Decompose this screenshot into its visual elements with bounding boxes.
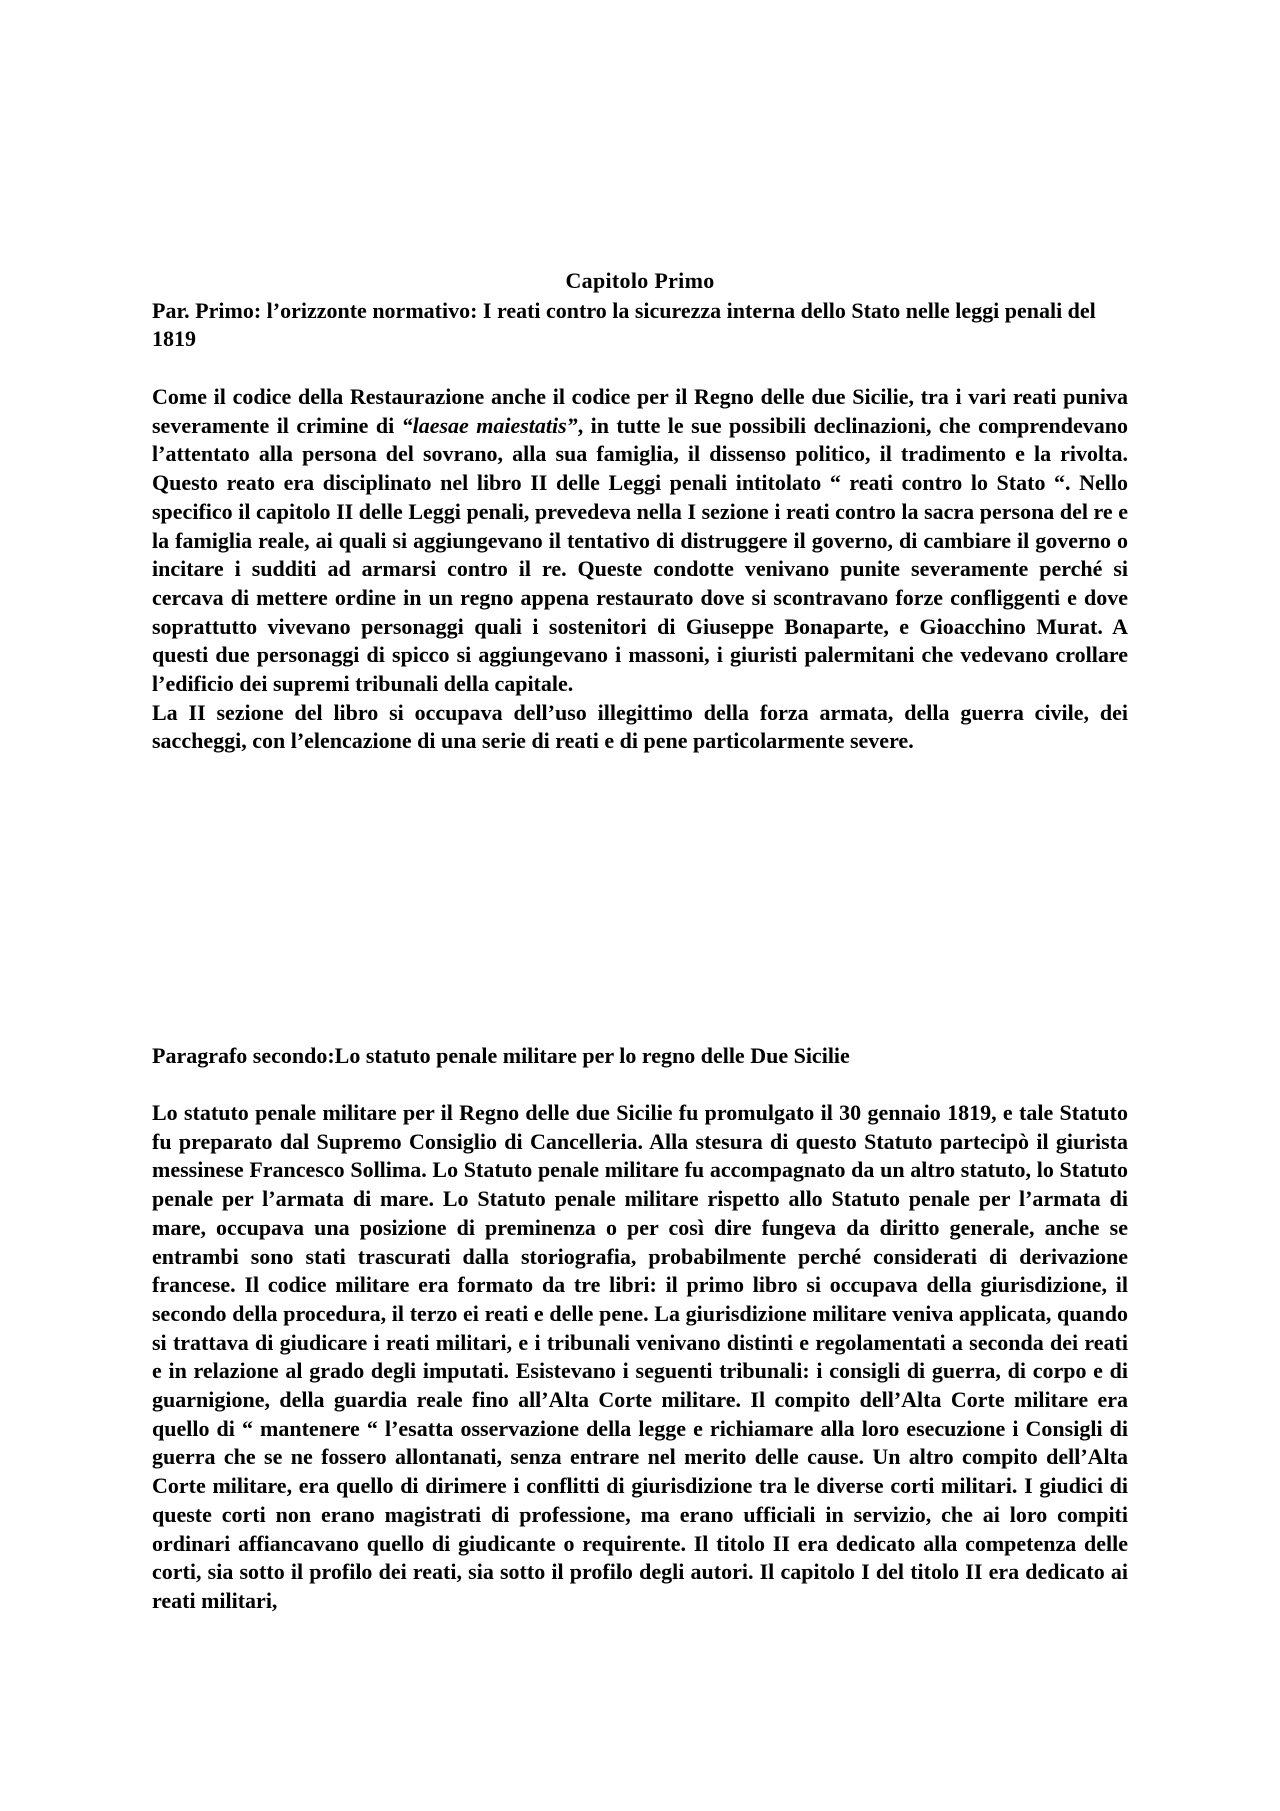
- section-one-heading: Par. Primo: l’orizzonte normativo: I reati contro la sicurezza interna dello Stato nelle leggi penali del 1819: [152, 298, 1096, 351]
- section-one-paragraph-1-rest: , in tutte le sue possibili declinazioni, che comprendevano l’attentato alla persona del sovrano, alla sua famiglia, il dissenso politico, il tradimento e la rivolta. Questo reato era disciplinato nel libro II delle Leggi penali intitolato “ reati contro lo Stato “. Nello specifico il capitolo II delle Leggi penali, prevedeva nella I sezione i reati contro la sacra persona del re e la famiglia reale, ai quali si aggiungevano il tentativo di distruggere il governo, di cambiare il governo o incitare i sudditi ad armarsi contro il re. Queste condotte venivano punite severamente perché si cercava di mettere ordine in un regno appena restaurato dove si scontravano forze confliggenti e dove soprattutto vivevano personaggi quali i sostenitori di Giuseppe Bonaparte, e Gioacchino Murat. A questi due personaggi di spicco si aggiungevano i massoni, i giuristi palermitani che vedevano crollare l’edificio dei supremi tribunali della capitale.: [152, 412, 1128, 697]
- section-one-body: [152, 383, 1128, 756]
- section-two-paragraph-1: Lo statuto penale militare per il Regno delle due Sicilie fu promulgato il 30 gennaio 1819, e tale Statuto fu preparato dal Supremo Consiglio di Cancelleria. Alla stesura di questo Statuto partecipò il giurista messinese Francesco Sollima. Lo Statuto penale militare fu accompagnato da un altro statuto, lo Statuto penale per l’armata di mare. Lo Statuto penale militare rispetto allo Statuto penale per l’armata di mare, occupava una posizione di preminenza o per così dire fungeva da diritto generale, anche se entrambi sono stati trascurati dalla storiografia, probabilmente perché considerati di derivazione francese. Il codice militare era formato da tre libri: il primo libro si occupava della giurisdizione, il secondo della procedura, il terzo ei reati e delle pene. La giurisdizione militare veniva applicata, quando si trattava di giudicare i reati militari, e i tribunali venivano distinti e regolamentati a seconda dei reati e in relazione al grado degli imputati. Esistevano i seguenti tribunali: i consigli di guerra, di corpo e di guarnigione, della guardia reale fino all’Alta Corte militare. Il compito dell’Alta Corte militare era quello di “ mantenere “ l’esatta osservazione della legge e richiamare alla loro esecuzione i Consigli di guerra che se ne fossero allontanati, senza entrare nel merito delle cause. Un altro compito dell’Alta Corte militare, era quello di dirimere i conflitti di giurisdizione tra le diverse corti militari. I giudici di queste corti non erano magistrati di professione, ma erano ufficiali in servizio, che ai loro compiti ordinari affiancavano quello di giudicante o requirente. Il titolo II era dedicato alla competenza delle corti, sia sotto il profilo dei reati, sia sotto il profilo degli autori. Il capitolo I del titolo II era dedicato ai reati militari,: [152, 1100, 1128, 1613]
- section-one-paragraph-2: La II sezione del libro si occupava dell’uso illegittimo della forza armata, della guerra civile, dei saccheggi, con l’elencazione di una serie di reati e di pene particolarmente severe.: [152, 699, 1128, 754]
- latin-term-emphasis: “laesae maiestatis”: [401, 412, 578, 438]
- chapter-title: Capitolo Primo: [565, 268, 715, 293]
- section-one-paragraph-1-start: Come il codice della Restaurazione anche il codice per il Regno delle due Sicilie, tra i vari reati puniva severamente il crimine di: [152, 384, 1128, 438]
- section-two-body: [152, 1099, 1128, 1616]
- section-one-paragraph-1: [152, 383, 1128, 699]
- section-two-heading: Paragrafo secondo:Lo statuto penale militare per lo regno delle Due Sicilie: [152, 1043, 850, 1068]
